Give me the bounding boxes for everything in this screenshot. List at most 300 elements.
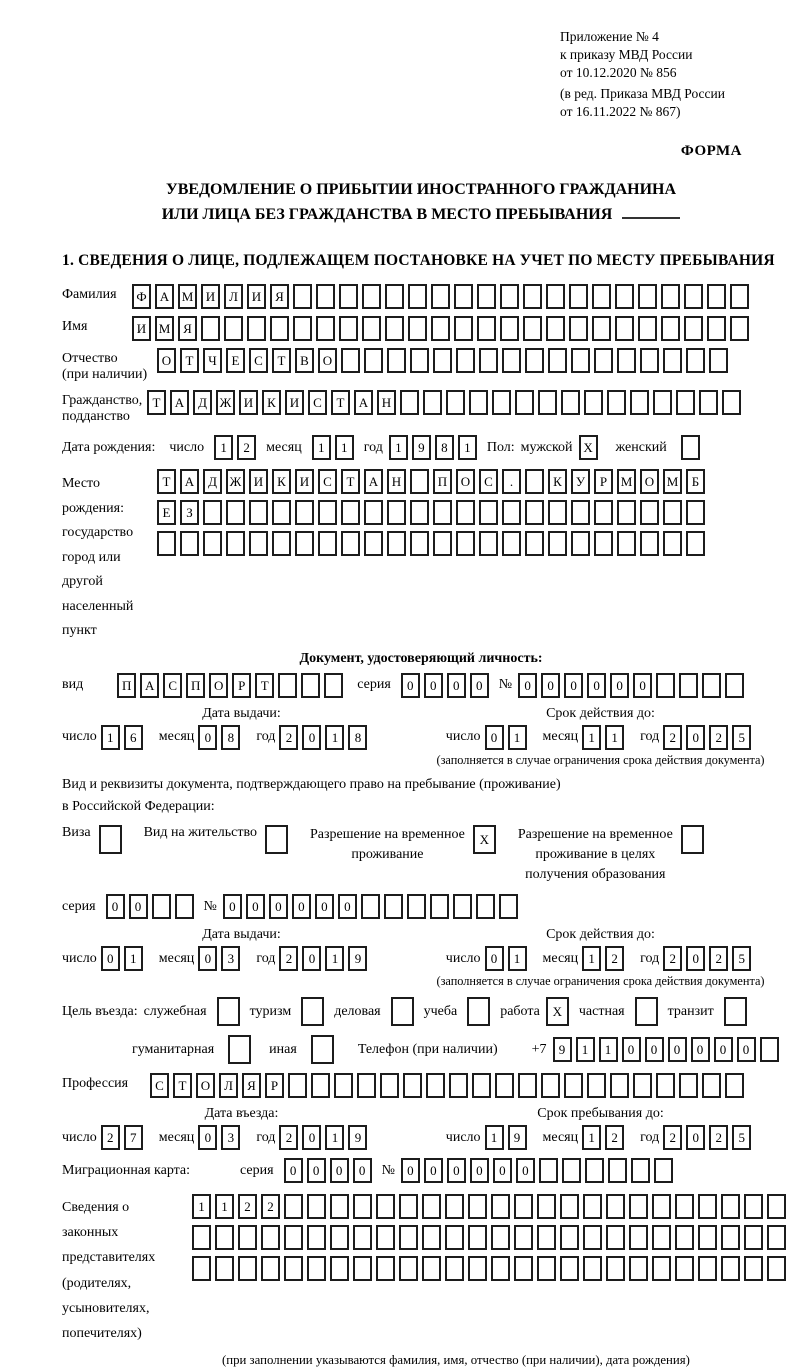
residence-expiry-year-cell[interactable]: 0 bbox=[686, 946, 705, 971]
birth-place-cell[interactable]: К bbox=[272, 469, 291, 494]
birth-place-cell[interactable] bbox=[502, 531, 521, 556]
birth-place-cell[interactable]: С bbox=[479, 469, 498, 494]
doc-series-cell[interactable]: 0 bbox=[470, 673, 489, 698]
doc-kind-cell[interactable]: П bbox=[117, 673, 136, 698]
residence-issue-day-cell[interactable]: 0 bbox=[101, 946, 120, 971]
legal-reps-cell[interactable] bbox=[629, 1194, 648, 1219]
surname-cell[interactable] bbox=[707, 284, 726, 309]
legal-reps-cell[interactable] bbox=[284, 1256, 303, 1281]
migration-series-cell[interactable]: 0 bbox=[353, 1158, 372, 1183]
patronymic-cell[interactable]: О bbox=[157, 348, 176, 373]
birth-place-cell[interactable] bbox=[410, 469, 429, 494]
patronymic-cell[interactable]: Ч bbox=[203, 348, 222, 373]
citizenship-cell[interactable] bbox=[630, 390, 649, 415]
birth-place-cell[interactable]: О bbox=[456, 469, 475, 494]
stay-year-cell[interactable]: 2 bbox=[709, 1125, 728, 1150]
phone-cell[interactable]: 0 bbox=[645, 1037, 664, 1062]
citizenship-cell[interactable] bbox=[515, 390, 534, 415]
entry-day-cell[interactable]: 2 bbox=[101, 1125, 120, 1150]
legal-reps-cell[interactable] bbox=[238, 1225, 257, 1250]
legal-reps-cell[interactable] bbox=[261, 1225, 280, 1250]
legal-reps-cell[interactable] bbox=[744, 1194, 763, 1219]
patronymic-cell[interactable]: Е bbox=[226, 348, 245, 373]
legal-reps-cell[interactable] bbox=[629, 1225, 648, 1250]
birth-place-cell[interactable] bbox=[479, 531, 498, 556]
surname-cell[interactable] bbox=[385, 284, 404, 309]
given-name-cell[interactable] bbox=[638, 316, 657, 341]
residence-expiry-year-cell[interactable]: 5 bbox=[732, 946, 751, 971]
birth-place-cell[interactable]: Ж bbox=[226, 469, 245, 494]
legal-reps-cell[interactable] bbox=[445, 1225, 464, 1250]
citizenship-cell[interactable] bbox=[423, 390, 442, 415]
citizenship-cell[interactable]: Д bbox=[193, 390, 212, 415]
residence-number-cell[interactable]: 0 bbox=[338, 894, 357, 919]
residence-expiry-month-cell[interactable]: 2 bbox=[605, 946, 624, 971]
residence-number-cell[interactable] bbox=[361, 894, 380, 919]
birth-place-cell[interactable] bbox=[525, 469, 544, 494]
doc-number-cell[interactable]: 0 bbox=[564, 673, 583, 698]
citizenship-cell[interactable] bbox=[538, 390, 557, 415]
legal-reps-cell[interactable] bbox=[215, 1225, 234, 1250]
doc-issue-year-cell[interactable]: 8 bbox=[348, 725, 367, 750]
doc-kind-cell[interactable]: Т bbox=[255, 673, 274, 698]
surname-cell[interactable]: А bbox=[155, 284, 174, 309]
birth-year-cell[interactable]: 9 bbox=[412, 435, 431, 460]
residence-expiry-day-cell[interactable]: 0 bbox=[485, 946, 504, 971]
legal-reps-cell[interactable] bbox=[767, 1256, 786, 1281]
birth-place-cell[interactable] bbox=[525, 500, 544, 525]
doc-expiry-year-cell[interactable]: 5 bbox=[732, 725, 751, 750]
legal-reps-cell[interactable] bbox=[606, 1225, 625, 1250]
given-name-cell[interactable] bbox=[316, 316, 335, 341]
given-name-cell[interactable] bbox=[454, 316, 473, 341]
birth-place-cell[interactable] bbox=[525, 531, 544, 556]
given-name-cell[interactable]: И bbox=[132, 316, 151, 341]
doc-issue-month-cell[interactable]: 8 bbox=[221, 725, 240, 750]
purpose-private-box[interactable] bbox=[635, 997, 658, 1026]
patronymic-cell[interactable] bbox=[433, 348, 452, 373]
citizenship-cell[interactable]: К bbox=[262, 390, 281, 415]
birth-place-cell[interactable] bbox=[410, 531, 429, 556]
given-name-cell[interactable] bbox=[431, 316, 450, 341]
patronymic-cell[interactable] bbox=[571, 348, 590, 373]
doc-number-cell[interactable] bbox=[725, 673, 744, 698]
citizenship-cell[interactable] bbox=[653, 390, 672, 415]
purpose-official-box[interactable] bbox=[217, 997, 240, 1026]
legal-reps-cell[interactable] bbox=[560, 1256, 579, 1281]
given-name-cell[interactable] bbox=[224, 316, 243, 341]
profession-cell[interactable] bbox=[610, 1073, 629, 1098]
citizenship-cell[interactable]: Ж bbox=[216, 390, 235, 415]
profession-cell[interactable] bbox=[426, 1073, 445, 1098]
citizenship-cell[interactable]: Т bbox=[331, 390, 350, 415]
given-name-cell[interactable] bbox=[707, 316, 726, 341]
residence-expiry-year-cell[interactable]: 2 bbox=[709, 946, 728, 971]
profession-cell[interactable] bbox=[702, 1073, 721, 1098]
residence-number-cell[interactable]: 0 bbox=[269, 894, 288, 919]
stay-day-cell[interactable]: 9 bbox=[508, 1125, 527, 1150]
birth-place-cell[interactable] bbox=[617, 531, 636, 556]
legal-reps-cell[interactable] bbox=[744, 1225, 763, 1250]
doc-issue-day-cell[interactable]: 6 bbox=[124, 725, 143, 750]
residence-number-cell[interactable]: 0 bbox=[315, 894, 334, 919]
surname-cell[interactable] bbox=[592, 284, 611, 309]
legal-reps-cell[interactable] bbox=[261, 1256, 280, 1281]
doc-kind-cell[interactable] bbox=[278, 673, 297, 698]
patronymic-cell[interactable] bbox=[594, 348, 613, 373]
legal-reps-cell[interactable] bbox=[422, 1225, 441, 1250]
patronymic-cell[interactable] bbox=[387, 348, 406, 373]
profession-cell[interactable]: Р bbox=[265, 1073, 284, 1098]
citizenship-cell[interactable] bbox=[446, 390, 465, 415]
birth-place-cell[interactable] bbox=[640, 531, 659, 556]
residence-expiry-year-cell[interactable]: 2 bbox=[663, 946, 682, 971]
citizenship-cell[interactable]: А bbox=[170, 390, 189, 415]
birth-year-cell[interactable]: 1 bbox=[458, 435, 477, 460]
legal-reps-cell[interactable] bbox=[376, 1194, 395, 1219]
birth-place-cell[interactable]: М bbox=[663, 469, 682, 494]
legal-reps-cell[interactable] bbox=[330, 1194, 349, 1219]
legal-reps-cell[interactable] bbox=[445, 1194, 464, 1219]
birth-day-cell[interactable]: 2 bbox=[237, 435, 256, 460]
doc-kind-cell[interactable]: Р bbox=[232, 673, 251, 698]
profession-cell[interactable] bbox=[541, 1073, 560, 1098]
legal-reps-cell[interactable] bbox=[652, 1256, 671, 1281]
doc-expiry-month-cell[interactable]: 1 bbox=[605, 725, 624, 750]
doc-number-cell[interactable]: 0 bbox=[518, 673, 537, 698]
birth-month-cell[interactable]: 1 bbox=[312, 435, 331, 460]
birth-place-cell[interactable] bbox=[203, 500, 222, 525]
legal-reps-cell[interactable] bbox=[399, 1256, 418, 1281]
migration-series-cell[interactable]: 0 bbox=[330, 1158, 349, 1183]
birth-place-cell[interactable] bbox=[272, 531, 291, 556]
stay-year-cell[interactable]: 5 bbox=[732, 1125, 751, 1150]
citizenship-cell[interactable] bbox=[722, 390, 741, 415]
profession-cell[interactable]: С bbox=[150, 1073, 169, 1098]
purpose-work-box[interactable]: X bbox=[546, 997, 569, 1026]
residence-series-cell[interactable] bbox=[152, 894, 171, 919]
legal-reps-cell[interactable] bbox=[744, 1256, 763, 1281]
given-name-cell[interactable] bbox=[684, 316, 703, 341]
migration-number-cell[interactable] bbox=[631, 1158, 650, 1183]
phone-cell[interactable]: 1 bbox=[599, 1037, 618, 1062]
given-name-cell[interactable] bbox=[201, 316, 220, 341]
doc-expiry-year-cell[interactable]: 2 bbox=[709, 725, 728, 750]
residence-number-cell[interactable] bbox=[384, 894, 403, 919]
doc-number-cell[interactable]: 0 bbox=[587, 673, 606, 698]
doc-series-cell[interactable]: 0 bbox=[424, 673, 443, 698]
phone-cell[interactable]: 9 bbox=[553, 1037, 572, 1062]
birth-place-cell[interactable]: К bbox=[548, 469, 567, 494]
patronymic-cell[interactable] bbox=[479, 348, 498, 373]
surname-cell[interactable] bbox=[615, 284, 634, 309]
citizenship-cell[interactable]: И bbox=[285, 390, 304, 415]
profession-cell[interactable] bbox=[449, 1073, 468, 1098]
surname-cell[interactable]: М bbox=[178, 284, 197, 309]
birth-place-cell[interactable]: У bbox=[571, 469, 590, 494]
birth-place-cell[interactable] bbox=[364, 500, 383, 525]
phone-cell[interactable]: 1 bbox=[576, 1037, 595, 1062]
birth-place-cell[interactable]: . bbox=[502, 469, 521, 494]
migration-number-cell[interactable] bbox=[539, 1158, 558, 1183]
birth-place-cell[interactable] bbox=[663, 531, 682, 556]
surname-cell[interactable] bbox=[431, 284, 450, 309]
birth-place-cell[interactable] bbox=[387, 531, 406, 556]
given-name-cell[interactable] bbox=[615, 316, 634, 341]
citizenship-cell[interactable]: Т bbox=[147, 390, 166, 415]
patronymic-cell[interactable] bbox=[686, 348, 705, 373]
patronymic-cell[interactable]: Т bbox=[272, 348, 291, 373]
migration-number-cell[interactable] bbox=[585, 1158, 604, 1183]
legal-reps-cell[interactable] bbox=[675, 1256, 694, 1281]
surname-cell[interactable] bbox=[454, 284, 473, 309]
given-name-cell[interactable] bbox=[477, 316, 496, 341]
legal-reps-cell[interactable]: 1 bbox=[192, 1194, 211, 1219]
legal-reps-cell[interactable] bbox=[537, 1256, 556, 1281]
birth-place-cell[interactable] bbox=[249, 531, 268, 556]
phone-cell[interactable]: 0 bbox=[714, 1037, 733, 1062]
legal-reps-cell[interactable] bbox=[491, 1225, 510, 1250]
profession-cell[interactable] bbox=[633, 1073, 652, 1098]
birth-place-cell[interactable]: И bbox=[295, 469, 314, 494]
doc-expiry-day-cell[interactable]: 1 bbox=[508, 725, 527, 750]
birth-day-cell[interactable]: 1 bbox=[214, 435, 233, 460]
stay-day-cell[interactable]: 1 bbox=[485, 1125, 504, 1150]
birth-place-cell[interactable]: Д bbox=[203, 469, 222, 494]
migration-number-cell[interactable]: 0 bbox=[447, 1158, 466, 1183]
legal-reps-cell[interactable] bbox=[583, 1225, 602, 1250]
legal-reps-cell[interactable] bbox=[284, 1194, 303, 1219]
given-name-cell[interactable] bbox=[270, 316, 289, 341]
purpose-tourism-box[interactable] bbox=[301, 997, 324, 1026]
doc-issue-day-cell[interactable]: 1 bbox=[101, 725, 120, 750]
temp-residence-box[interactable]: X bbox=[473, 825, 496, 854]
residence-number-cell[interactable] bbox=[430, 894, 449, 919]
profession-cell[interactable] bbox=[288, 1073, 307, 1098]
sex-female-box[interactable] bbox=[681, 435, 700, 460]
surname-cell[interactable]: Л bbox=[224, 284, 243, 309]
surname-cell[interactable]: Ф bbox=[132, 284, 151, 309]
citizenship-cell[interactable] bbox=[676, 390, 695, 415]
surname-cell[interactable] bbox=[546, 284, 565, 309]
entry-year-cell[interactable]: 9 bbox=[348, 1125, 367, 1150]
birth-place-cell[interactable] bbox=[433, 531, 452, 556]
birth-place-cell[interactable]: С bbox=[318, 469, 337, 494]
legal-reps-cell[interactable] bbox=[468, 1225, 487, 1250]
profession-cell[interactable] bbox=[403, 1073, 422, 1098]
patronymic-cell[interactable] bbox=[341, 348, 360, 373]
given-name-cell[interactable] bbox=[546, 316, 565, 341]
surname-cell[interactable] bbox=[339, 284, 358, 309]
surname-cell[interactable] bbox=[362, 284, 381, 309]
doc-number-cell[interactable]: 0 bbox=[633, 673, 652, 698]
patronymic-cell[interactable] bbox=[502, 348, 521, 373]
birth-year-cell[interactable]: 1 bbox=[389, 435, 408, 460]
doc-expiry-year-cell[interactable]: 0 bbox=[686, 725, 705, 750]
birth-place-cell[interactable] bbox=[548, 531, 567, 556]
legal-reps-cell[interactable] bbox=[514, 1194, 533, 1219]
migration-number-cell[interactable]: 0 bbox=[401, 1158, 420, 1183]
birth-place-cell[interactable] bbox=[479, 500, 498, 525]
patronymic-cell[interactable] bbox=[617, 348, 636, 373]
doc-series-cell[interactable]: 0 bbox=[401, 673, 420, 698]
given-name-cell[interactable] bbox=[730, 316, 749, 341]
legal-reps-cell[interactable]: 1 bbox=[215, 1194, 234, 1219]
birth-place-cell[interactable] bbox=[364, 531, 383, 556]
birth-place-cell[interactable] bbox=[502, 500, 521, 525]
legal-reps-cell[interactable] bbox=[560, 1194, 579, 1219]
entry-year-cell[interactable]: 2 bbox=[279, 1125, 298, 1150]
citizenship-cell[interactable] bbox=[699, 390, 718, 415]
given-name-cell[interactable] bbox=[569, 316, 588, 341]
sex-male-box[interactable]: X bbox=[579, 435, 598, 460]
legal-reps-cell[interactable] bbox=[192, 1256, 211, 1281]
citizenship-cell[interactable]: С bbox=[308, 390, 327, 415]
legal-reps-cell[interactable] bbox=[721, 1225, 740, 1250]
migration-number-cell[interactable] bbox=[654, 1158, 673, 1183]
birth-place-cell[interactable] bbox=[663, 500, 682, 525]
patronymic-cell[interactable]: С bbox=[249, 348, 268, 373]
surname-cell[interactable] bbox=[638, 284, 657, 309]
birth-place-cell[interactable] bbox=[341, 500, 360, 525]
residence-series-cell[interactable]: 0 bbox=[129, 894, 148, 919]
citizenship-cell[interactable] bbox=[492, 390, 511, 415]
migration-number-cell[interactable]: 0 bbox=[424, 1158, 443, 1183]
surname-cell[interactable] bbox=[408, 284, 427, 309]
residence-series-cell[interactable]: 0 bbox=[106, 894, 125, 919]
residence-issue-year-cell[interactable]: 0 bbox=[302, 946, 321, 971]
legal-reps-cell[interactable]: 2 bbox=[238, 1194, 257, 1219]
patronymic-cell[interactable] bbox=[410, 348, 429, 373]
profession-cell[interactable] bbox=[334, 1073, 353, 1098]
residence-series-cell[interactable] bbox=[175, 894, 194, 919]
given-name-cell[interactable] bbox=[385, 316, 404, 341]
profession-cell[interactable] bbox=[380, 1073, 399, 1098]
birth-place-cell[interactable] bbox=[318, 531, 337, 556]
birth-place-cell[interactable] bbox=[617, 500, 636, 525]
doc-kind-cell[interactable]: С bbox=[163, 673, 182, 698]
birth-place-cell[interactable] bbox=[686, 500, 705, 525]
surname-cell[interactable] bbox=[477, 284, 496, 309]
legal-reps-cell[interactable] bbox=[307, 1225, 326, 1250]
stay-year-cell[interactable]: 2 bbox=[663, 1125, 682, 1150]
birth-place-cell[interactable] bbox=[548, 500, 567, 525]
residence-number-cell[interactable]: 0 bbox=[246, 894, 265, 919]
surname-cell[interactable] bbox=[730, 284, 749, 309]
citizenship-cell[interactable]: А bbox=[354, 390, 373, 415]
residence-permit-box[interactable] bbox=[265, 825, 288, 854]
residence-issue-year-cell[interactable]: 1 bbox=[325, 946, 344, 971]
legal-reps-cell[interactable] bbox=[514, 1256, 533, 1281]
citizenship-cell[interactable] bbox=[584, 390, 603, 415]
entry-year-cell[interactable]: 1 bbox=[325, 1125, 344, 1150]
legal-reps-cell[interactable] bbox=[353, 1225, 372, 1250]
birth-place-cell[interactable]: И bbox=[249, 469, 268, 494]
profession-cell[interactable] bbox=[564, 1073, 583, 1098]
legal-reps-cell[interactable] bbox=[606, 1194, 625, 1219]
profession-cell[interactable] bbox=[587, 1073, 606, 1098]
birth-place-cell[interactable]: О bbox=[640, 469, 659, 494]
given-name-cell[interactable]: М bbox=[155, 316, 174, 341]
birth-place-cell[interactable] bbox=[594, 531, 613, 556]
surname-cell[interactable] bbox=[523, 284, 542, 309]
doc-expiry-month-cell[interactable]: 1 bbox=[582, 725, 601, 750]
legal-reps-cell[interactable] bbox=[376, 1225, 395, 1250]
legal-reps-cell[interactable] bbox=[238, 1256, 257, 1281]
birth-place-cell[interactable]: А bbox=[180, 469, 199, 494]
surname-cell[interactable] bbox=[569, 284, 588, 309]
residence-number-cell[interactable] bbox=[407, 894, 426, 919]
patronymic-cell[interactable] bbox=[640, 348, 659, 373]
patronymic-cell[interactable] bbox=[525, 348, 544, 373]
edu-residence-box[interactable] bbox=[681, 825, 704, 854]
legal-reps-cell[interactable] bbox=[307, 1256, 326, 1281]
birth-place-cell[interactable] bbox=[410, 500, 429, 525]
given-name-cell[interactable] bbox=[500, 316, 519, 341]
citizenship-cell[interactable] bbox=[469, 390, 488, 415]
legal-reps-cell[interactable] bbox=[376, 1256, 395, 1281]
birth-place-cell[interactable] bbox=[226, 500, 245, 525]
entry-day-cell[interactable]: 7 bbox=[124, 1125, 143, 1150]
legal-reps-cell[interactable] bbox=[629, 1256, 648, 1281]
legal-reps-cell[interactable] bbox=[675, 1225, 694, 1250]
given-name-cell[interactable] bbox=[362, 316, 381, 341]
doc-number-cell[interactable]: 0 bbox=[541, 673, 560, 698]
legal-reps-cell[interactable] bbox=[399, 1225, 418, 1250]
birth-place-cell[interactable] bbox=[433, 500, 452, 525]
birth-month-cell[interactable]: 1 bbox=[335, 435, 354, 460]
profession-cell[interactable]: О bbox=[196, 1073, 215, 1098]
given-name-cell[interactable]: Я bbox=[178, 316, 197, 341]
doc-kind-cell[interactable]: О bbox=[209, 673, 228, 698]
legal-reps-cell[interactable] bbox=[583, 1256, 602, 1281]
legal-reps-cell[interactable] bbox=[330, 1225, 349, 1250]
birth-place-cell[interactable]: Е bbox=[157, 500, 176, 525]
surname-cell[interactable] bbox=[661, 284, 680, 309]
legal-reps-cell[interactable] bbox=[422, 1194, 441, 1219]
legal-reps-cell[interactable]: 2 bbox=[261, 1194, 280, 1219]
entry-month-cell[interactable]: 0 bbox=[198, 1125, 217, 1150]
birth-place-cell[interactable] bbox=[180, 531, 199, 556]
residence-issue-month-cell[interactable]: 3 bbox=[221, 946, 240, 971]
residence-number-cell[interactable]: 0 bbox=[223, 894, 242, 919]
residence-expiry-day-cell[interactable]: 1 bbox=[508, 946, 527, 971]
legal-reps-cell[interactable] bbox=[675, 1194, 694, 1219]
migration-number-cell[interactable] bbox=[562, 1158, 581, 1183]
given-name-cell[interactable] bbox=[339, 316, 358, 341]
birth-place-cell[interactable] bbox=[272, 500, 291, 525]
surname-cell[interactable] bbox=[684, 284, 703, 309]
patronymic-cell[interactable]: В bbox=[295, 348, 314, 373]
residence-number-cell[interactable] bbox=[499, 894, 518, 919]
profession-cell[interactable] bbox=[518, 1073, 537, 1098]
birth-place-cell[interactable] bbox=[203, 531, 222, 556]
patronymic-cell[interactable] bbox=[548, 348, 567, 373]
birth-place-cell[interactable] bbox=[456, 500, 475, 525]
birth-place-cell[interactable] bbox=[456, 531, 475, 556]
doc-series-cell[interactable]: 0 bbox=[447, 673, 466, 698]
birth-place-cell[interactable] bbox=[571, 500, 590, 525]
phone-cell[interactable] bbox=[760, 1037, 779, 1062]
visa-box[interactable] bbox=[99, 825, 122, 854]
legal-reps-cell[interactable] bbox=[491, 1194, 510, 1219]
phone-cell[interactable]: 0 bbox=[668, 1037, 687, 1062]
surname-cell[interactable] bbox=[293, 284, 312, 309]
residence-number-cell[interactable] bbox=[476, 894, 495, 919]
birth-place-cell[interactable]: Н bbox=[387, 469, 406, 494]
residence-number-cell[interactable]: 0 bbox=[292, 894, 311, 919]
birth-place-cell[interactable] bbox=[157, 531, 176, 556]
